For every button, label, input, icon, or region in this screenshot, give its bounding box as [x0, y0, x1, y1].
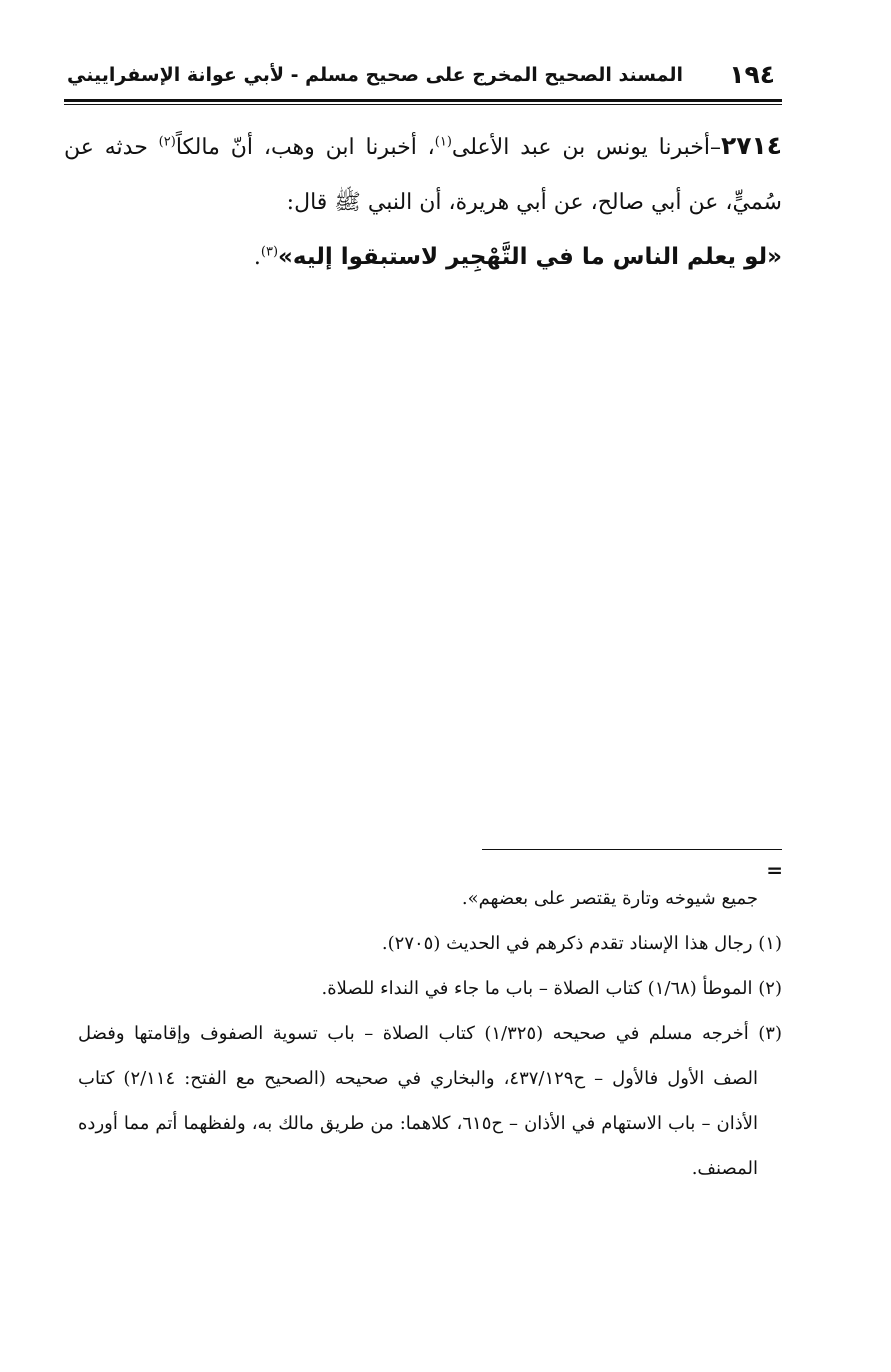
footnote-2: (٢) الموطأ (١/٦٨) كتاب الصلاة – باب ما جاء في النداء للصلاة. — [321, 978, 782, 999]
hadith-number: ٢٧١٤ — [720, 131, 782, 160]
hadith-end-period: . — [253, 245, 261, 270]
footnote-ref-2: (٢) — [158, 134, 176, 150]
footnote-continuation: جميع شيوخه وتارة يقتصر على بعضهم». — [461, 888, 758, 909]
page-header — [62, 58, 781, 96]
footnote-ref-3: (٣) — [260, 244, 279, 260]
hadith-text-part3: حدثه عن سُميٍّ، عن أبي صالح، عن أبي هريرة، أن النبي ﷺ قال: — [64, 135, 782, 215]
hadith-quote: «لو يعلم الناس ما في التَّهْجِير لاستبقوا إليه» — [278, 244, 782, 270]
continuation-mark: = — [766, 858, 783, 882]
footnotes — [78, 876, 782, 1191]
footnote-separator — [482, 849, 782, 850]
running-title: المسند الصحيح المخرج على صحيح مسلم - لأبي عوانة الإسفراييني — [67, 64, 683, 86]
footnote-1: (١) رجال هذا الإسناد تقدم ذكرهم في الحديث (٢٧٠٥). — [381, 933, 782, 954]
header-rule-thick — [64, 99, 782, 102]
header-rule-thin — [64, 104, 782, 105]
footnote-ref-1: (١) — [434, 134, 452, 150]
hadith-text-part1: –أخبرنا يونس بن عبد الأعلى — [451, 135, 721, 160]
hadith-paragraph — [64, 118, 782, 285]
page-number: ١٩٤ — [729, 60, 775, 89]
hadith-text-part2: ، أخبرنا ابن وهب، أنّ مالكاً — [175, 135, 435, 160]
footnote-3: (٣) أخرجه مسلم في صحيحه (١/٣٢٥) كتاب الصلاة – باب تسوية الصفوف وإقامتها وفضل الصف الأول فالأول – ح٤٣٧/١٢٩، والبخاري في صحيحه (الصحيح مع الفتح: ٢/١١٤) كتاب الأذان – باب الاستهام في الأذان – ح٦١٥، كلاهما: من طريق مالك به، ولفظهما أتم مما أورده المصنف. — [78, 1023, 782, 1179]
